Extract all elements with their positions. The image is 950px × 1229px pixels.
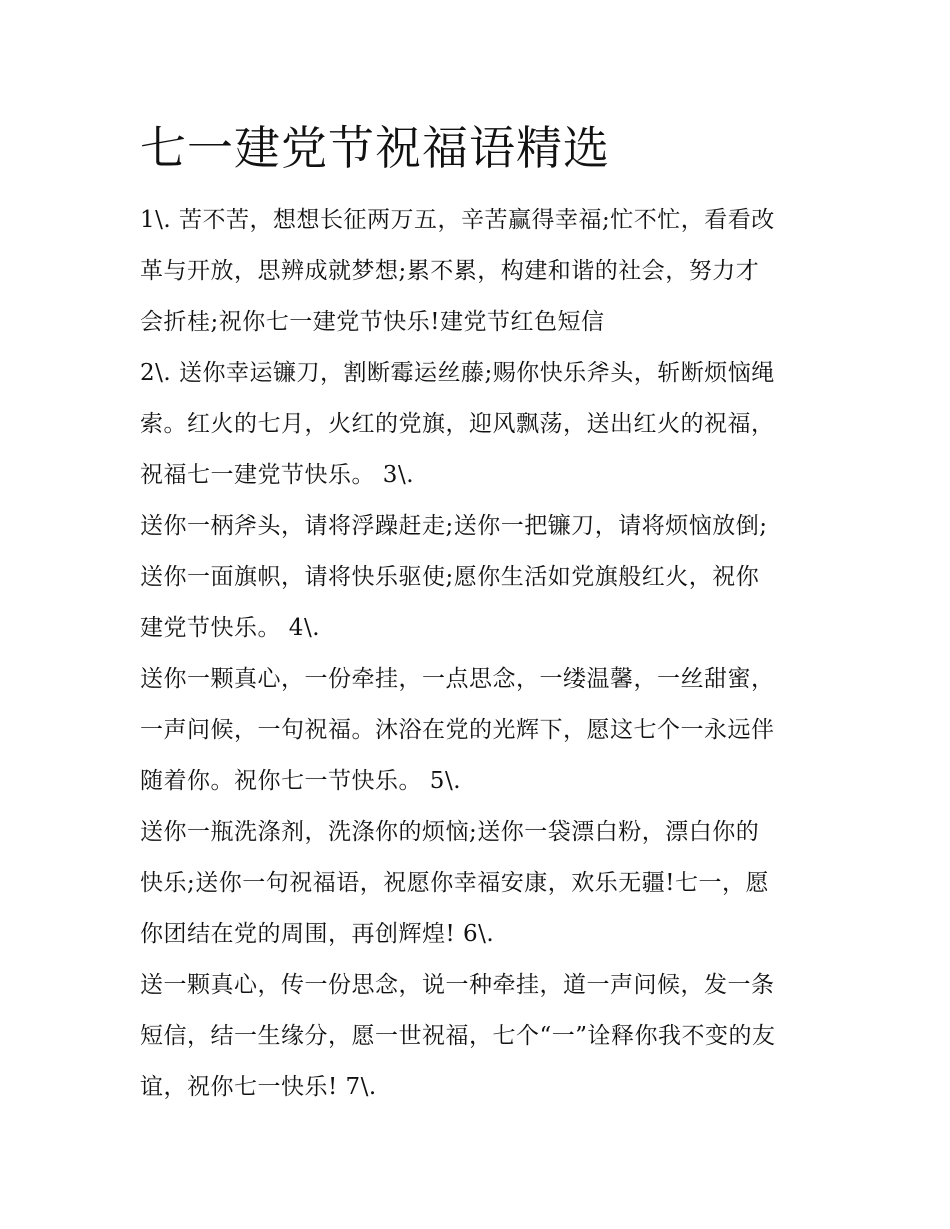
text-line: 你团结在党的周围，再创辉煌! 6\. [140,921,495,947]
text-line: 会折桂;祝你七一建党节快乐!建党节红色短信 [140,309,605,335]
text-line: 2\. 送你幸运镰刀，割断霉运丝藤;赐你快乐斧头，斩断烦恼绳 [140,360,775,386]
text-line: 送你一瓶洗涤剂，洗涤你的烦恼;送你一袋漂白粉，漂白你的 [140,819,760,845]
document-body [140,195,820,1113]
text-line: 1\. 苦不苦，想想长征两万五，辛苦赢得幸福;忙不忙，看看改 [140,207,775,233]
text-line: 祝福七一建党节快乐。 3\. [140,462,415,488]
text-line: 建党节快乐。 4\. [140,615,321,641]
text-line: 快乐;送你一句祝福语，祝愿你幸福安康，欢乐无疆!七一，愿 [140,870,769,896]
text-line: 索。红火的七月，火红的党旗，迎风飘荡，送出红火的祝福， [140,411,775,437]
text-line: 送你一面旗帜，请将快乐驱使;愿你生活如党旗般红火，祝你 [140,564,760,590]
text-line: 送一颗真心，传一份思念，说一种牵挂，道一声问候，发一条 [140,972,775,998]
text-line: 革与开放，思辨成就梦想;累不累，构建和谐的社会，努力才 [140,258,760,284]
text-line: 短信，结一生缘分，愿一世祝福，七个“一”诠释你我不变的友 [140,1023,776,1049]
text-line: 随着你。祝你七一节快乐。 5\. [140,768,462,794]
page-title: 七一建党节祝福语精选 [140,121,610,175]
text-line: 送你一颗真心，一份牵挂，一点思念，一缕温馨，一丝甜蜜， [140,666,775,692]
text-line: 送你一柄斧头，请将浮躁赶走;送你一把镰刀，请将烦恼放倒; [140,513,768,539]
text-line: 一声问候，一句祝福。沐浴在党的光辉下，愿这七个一永远伴 [140,717,775,743]
text-line: 谊，祝你七一快乐! 7\. [140,1074,377,1100]
